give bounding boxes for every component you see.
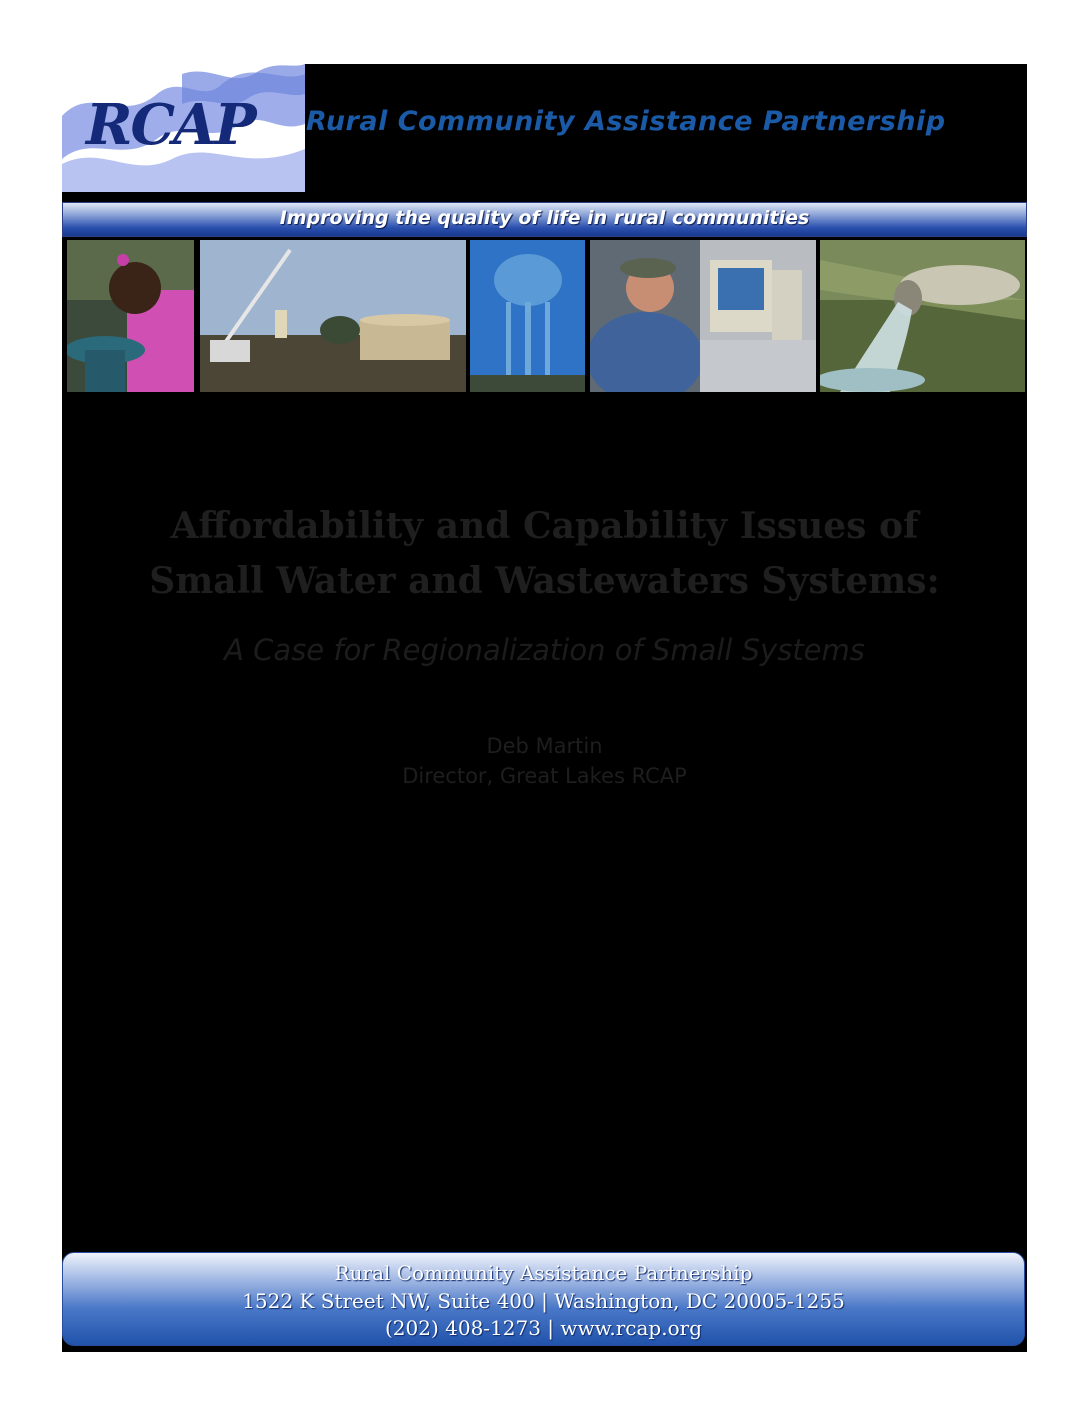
tagline-banner: [62, 202, 1027, 237]
photo-operator-computer: [590, 240, 816, 392]
photo-water-tank-crane: [200, 240, 466, 392]
author-title: Director, Great Lakes RCAP: [402, 764, 687, 788]
logo-text: RCAP: [86, 92, 255, 158]
organization-name: Rural Community Assistance Partnership: [306, 106, 946, 137]
footer-org: Rural Community Assistance Partnership: [334, 1261, 753, 1285]
footer-contact-banner: [62, 1252, 1025, 1346]
photo-child-fountain: [67, 240, 194, 392]
author-name: Deb Martin: [486, 734, 603, 758]
photo-water-tower: [470, 240, 585, 392]
title-line-1: Affordability and Capability Issues of: [170, 505, 919, 547]
rcap-logo: [62, 64, 305, 192]
title-line-2: Small Water and Wastewaters Systems:: [149, 560, 940, 602]
author-block: [62, 731, 1027, 791]
footer-address: 1522 K Street NW, Suite 400 | Washington, DC 20005-1255: [242, 1289, 845, 1313]
tagline-text: Improving the quality of life in rural communities: [279, 207, 810, 229]
cover-page: [62, 64, 1027, 1352]
document-title: [62, 499, 1027, 609]
photo-outflow-pipe: [820, 240, 1025, 392]
document-subtitle: A Case for Regionalization of Small Systems: [224, 633, 865, 667]
footer-contact: (202) 408-1273 | www.rcap.org: [384, 1316, 702, 1340]
